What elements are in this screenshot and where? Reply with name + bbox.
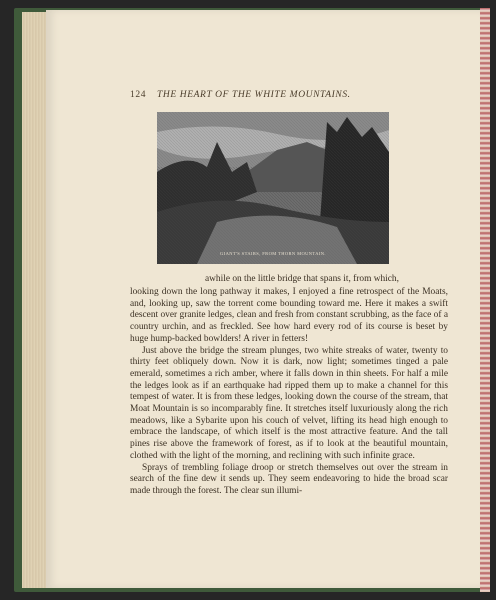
cover-edge bbox=[480, 8, 490, 592]
paragraph-2: Just above the bridge the stream plunges, two white streaks of water, twenty to thirty feet obliquely down. Now it is dark, now light; sometimes tinged a pale emerald, sometimes a rich amber, where it falls down in thin sheets. For half a mile the ledges look as if an earthquake had ripped them up to make a channel for this tempest of water. It is from these ledges, looking down the course of the stream, that Moat Mountain is so incomparably fine. It stretches itself luxuriously along the rich meadows, like a Sybarite upon his couch of velvet, lifting its head high enough to embrace the landscape, of which itself is the most attractive feature. And the tall pines rise above the framework of forest, as if to look at the beautiful mountain, clothed with the light of the morning, and reclining with such infinite grace. bbox=[130, 345, 448, 461]
running-header bbox=[130, 90, 351, 100]
engraving-picture bbox=[157, 112, 389, 264]
paragraph-3: Sprays of trembling foliage droop or stretch themselves out over the stream in search of the fine dew it sends up. They seem endeavoring to hide the broad scar made through the forest. The clear sun illumi- bbox=[130, 462, 448, 496]
illustration-caption: GIANT'S STAIRS, FROM THORN MOUNTAIN. bbox=[220, 251, 326, 256]
engraving-illustration bbox=[157, 112, 389, 264]
page-number: 124 bbox=[130, 90, 147, 100]
paragraph-1: looking down the long pathway it makes, I enjoyed a fine retrospect of the Moats, and, looking up, saw the torrent come bounding toward me. Here it makes a swift descent over granite ledges, clean and fresh from constant scrubbing, as the face of a country urchin, and as freckled. See how hard every rod of its course is beset by huge hump-backed bowlders! A river in fetters! bbox=[130, 287, 448, 344]
body-text bbox=[130, 287, 448, 498]
lead-line: awhile on the little bridge that spans it, from which, bbox=[205, 274, 399, 284]
page-edges bbox=[22, 12, 48, 588]
running-title: THE HEART OF THE WHITE MOUNTAINS. bbox=[157, 90, 351, 100]
